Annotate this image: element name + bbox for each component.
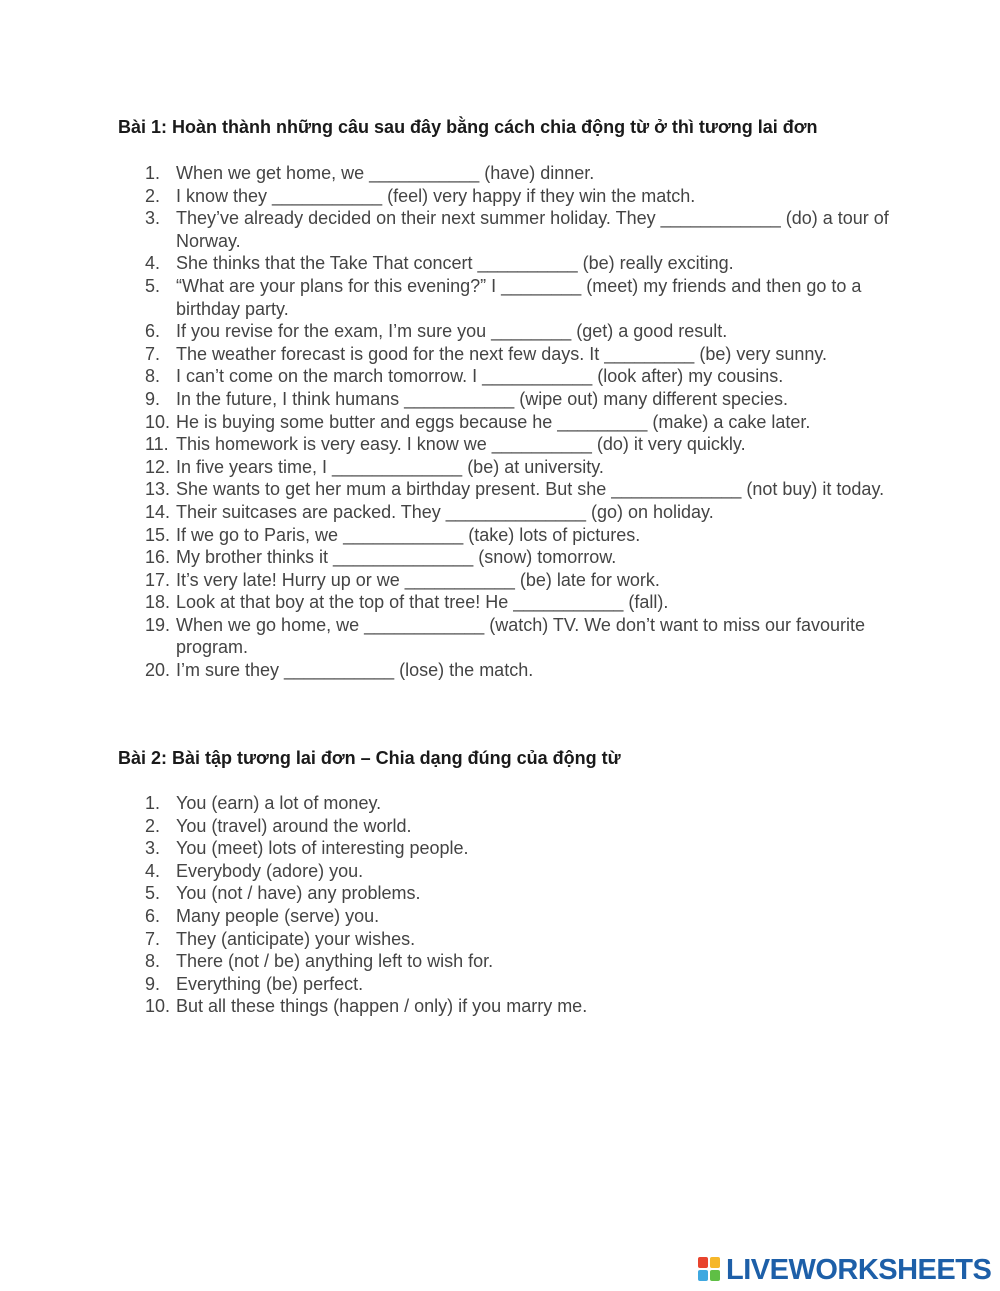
list-item [145, 501, 890, 524]
item-text: You (travel) around the world. [176, 815, 412, 836]
item-text: I know they ___________ (feel) very happy if they win the match. [176, 185, 696, 206]
item-number: 10. [145, 411, 171, 432]
item-number: 8. [145, 366, 161, 387]
item-number: 18. [145, 592, 171, 613]
item-number: 3. [145, 838, 161, 859]
list-item [145, 433, 890, 456]
list-item [145, 659, 890, 682]
list-item [145, 950, 890, 973]
list-item [145, 162, 890, 185]
item-number: 14. [145, 501, 171, 522]
list-item [145, 207, 890, 252]
exercise-1-heading: Bài 1: Hoàn thành những câu sau đây bằng cách chia động từ ở thì tương lai đơn [118, 117, 818, 137]
item-number: 4. [145, 253, 161, 274]
list-item [145, 524, 890, 547]
list-item [145, 320, 890, 343]
item-number: 9. [145, 388, 161, 409]
item-number: 3. [145, 208, 161, 229]
item-number: 13. [145, 479, 171, 500]
item-text: In the future, I think humans ___________ (wipe out) many different species. [176, 388, 789, 409]
logo-text: LIVEWORKSHEETS [726, 1253, 992, 1286]
item-text: You (meet) lots of interesting people. [176, 838, 469, 859]
list-item [145, 792, 890, 815]
item-text: The weather forecast is good for the next few days. It _________ (be) very sunny. [176, 343, 828, 364]
list-item [145, 569, 890, 592]
item-text: When we go home, we ____________ (watch) TV. We don’t want to miss our favourite program. [176, 614, 866, 658]
item-number: 6. [145, 905, 161, 926]
list-item [145, 343, 890, 366]
item-text: They (anticipate) your wishes. [176, 928, 416, 949]
list-item [145, 973, 890, 996]
list-item [145, 882, 890, 905]
list-item [145, 388, 890, 411]
list-item [145, 456, 890, 479]
item-number: 2. [145, 815, 161, 836]
exercise-1-list [145, 162, 890, 682]
item-number: 5. [145, 275, 161, 296]
item-text: I’m sure they ___________ (lose) the match. [176, 660, 534, 681]
list-item [145, 365, 890, 388]
list-item [145, 928, 890, 951]
item-text: This homework is very easy. I know we __________ (do) it very quickly. [176, 434, 746, 455]
item-text: It’s very late! Hurry up or we ___________ (be) late for work. [176, 569, 660, 590]
item-text: I can’t come on the march tomorrow. I ___________ (look after) my cousins. [176, 366, 784, 387]
item-number: 1. [145, 163, 161, 183]
list-item [145, 591, 890, 614]
list-item [145, 815, 890, 838]
item-number: 11. [145, 434, 169, 455]
item-text: Everything (be) perfect. [176, 973, 364, 994]
item-text: Look at that boy at the top of that tree! He ___________ (fall). [176, 592, 669, 613]
list-item [145, 860, 890, 883]
item-text: You (earn) a lot of money. [176, 793, 382, 813]
item-number: 17. [145, 569, 171, 590]
item-number: 12. [145, 456, 171, 477]
item-number: 2. [145, 185, 161, 206]
item-number: 7. [145, 928, 161, 949]
item-text: They’ve already decided on their next summer holiday. They ____________ (do) a tour of Norway. [176, 208, 889, 251]
item-text: When we get home, we ___________ (have) dinner. [176, 163, 595, 183]
item-number: 7. [145, 343, 161, 364]
item-number: 15. [145, 524, 171, 545]
item-text: “What are your plans for this evening?” I ________ (meet) my friends and then go to a birthday party. [176, 275, 862, 319]
item-text: Many people (serve) you. [176, 905, 380, 926]
item-text: She wants to get her mum a birthday present. But she _____________ (not buy) it today. [176, 479, 885, 500]
list-item [145, 614, 890, 659]
item-number: 8. [145, 951, 161, 972]
list-item [145, 411, 890, 434]
item-text: There (not / be) anything left to wish for. [176, 951, 494, 972]
item-text: In five years time, I _____________ (be) at university. [176, 456, 604, 477]
item-text: She thinks that the Take That concert __________ (be) really exciting. [176, 253, 734, 274]
liveworksheets-logo[interactable] [698, 1253, 991, 1287]
item-number: 16. [145, 547, 171, 568]
list-item [145, 837, 890, 860]
list-item [145, 478, 890, 501]
item-text: My brother thinks it ______________ (snow) tomorrow. [176, 547, 617, 568]
item-number: 10. [145, 996, 171, 1017]
item-text: If you revise for the exam, I’m sure you ________ (get) a good result. [176, 321, 728, 342]
liveworksheets-blocks-icon [698, 1257, 722, 1283]
item-text: But all these things (happen / only) if you marry me. [176, 996, 588, 1017]
item-number: 4. [145, 860, 161, 881]
item-text: Everybody (adore) you. [176, 860, 364, 881]
list-item [145, 275, 890, 320]
item-text: He is buying some butter and eggs because he _________ (make) a cake later. [176, 411, 811, 432]
list-item [145, 185, 890, 208]
item-number: 19. [145, 614, 171, 635]
item-text: You (not / have) any problems. [176, 883, 421, 904]
item-number: 5. [145, 883, 161, 904]
list-item [145, 252, 890, 275]
item-text: If we go to Paris, we ____________ (take) lots of pictures. [176, 524, 641, 545]
list-item [145, 905, 890, 928]
exercise-2-heading: Bài 2: Bài tập tương lai đơn – Chia dạng đúng của động từ [118, 748, 621, 768]
list-item [145, 546, 890, 569]
item-number: 9. [145, 973, 161, 994]
exercise-2-list [145, 792, 890, 1018]
item-text: Their suitcases are packed. They ______________ (go) on holiday. [176, 501, 714, 522]
list-item [145, 995, 890, 1018]
item-number: 6. [145, 321, 161, 342]
item-number: 20. [145, 660, 171, 681]
item-number: 1. [145, 793, 161, 813]
